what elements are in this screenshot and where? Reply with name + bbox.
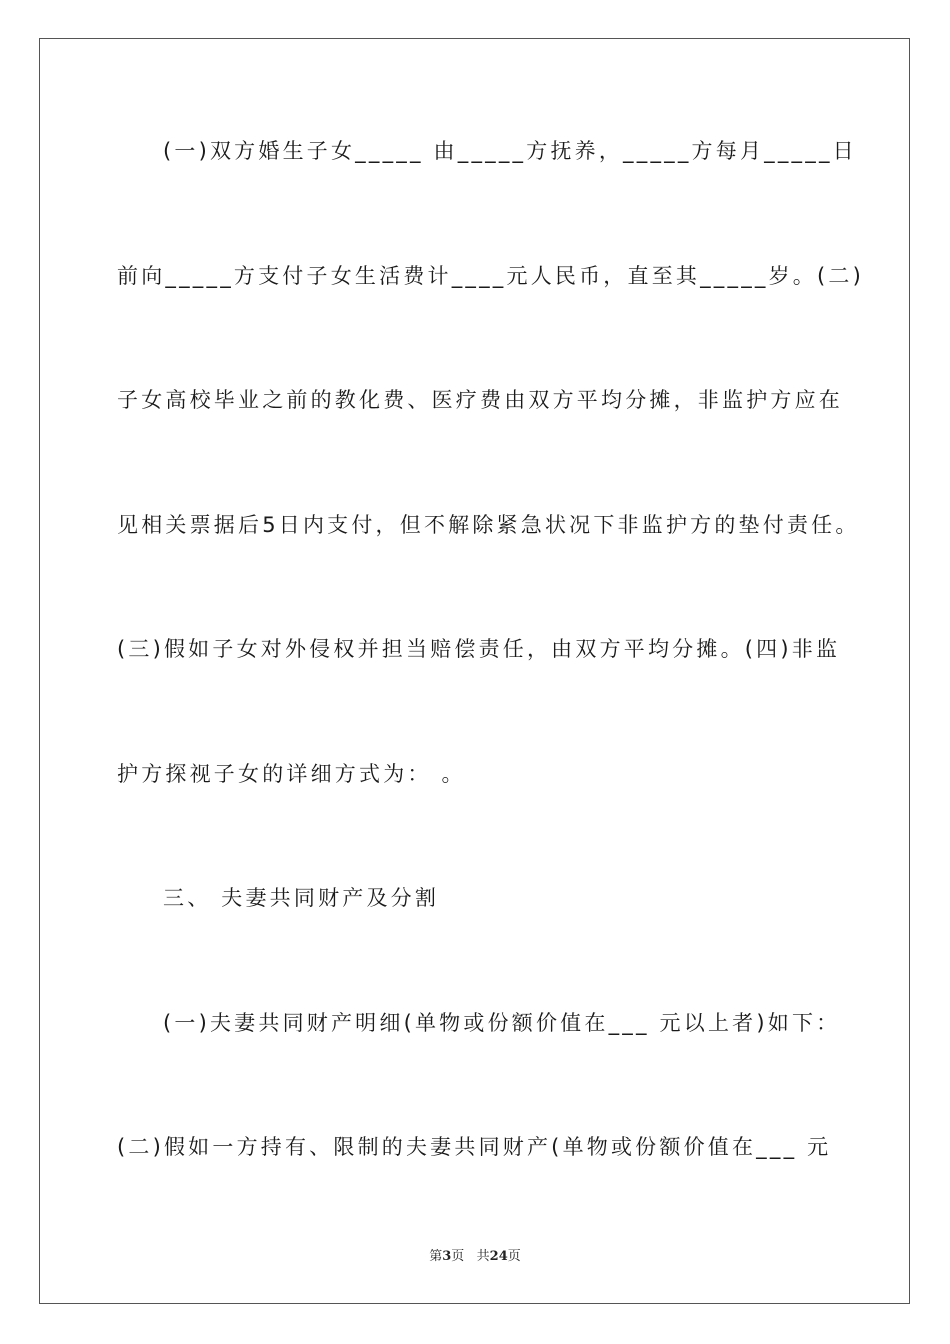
section-heading: 三、 夫妻共同财产及分割 <box>163 886 440 910</box>
footer-middle: 页 共 <box>451 1249 490 1264</box>
footer-prefix: 第 <box>429 1249 443 1264</box>
paragraph-line-1: (一)双方婚生子女_____ 由_____方抚养，_____方每月_____日 <box>163 139 857 163</box>
paragraph-line-2: 前向_____方支付子女生活费计____元人民币，直至其_____岁。(二) <box>117 264 864 288</box>
paragraph-line-3: 子女高校毕业之前的教化费、医疗费由双方平均分摊，非监护方应在 <box>117 388 843 412</box>
footer-total-pages: 24 <box>489 1249 508 1264</box>
paragraph-line-9: (二)假如一方持有、限制的夫妻共同财产(单物或份额价值在___ 元 <box>117 1135 832 1159</box>
paragraph-line-4: 见相关票据后5日内支付，但不解除紧急状况下非监护方的垫付责任。 <box>117 513 860 537</box>
paragraph-line-5: (三)假如子女对外侵权并担当赔偿责任，由双方平均分摊。(四)非监 <box>117 637 841 661</box>
page-footer <box>0 1248 950 1266</box>
footer-current-page: 3 <box>442 1249 452 1264</box>
paragraph-line-6: 护方探视子女的详细方式为： 。 <box>117 762 466 786</box>
paragraph-line-8: (一)夫妻共同财产明细(单物或份额价值在___ 元以上者)如下： <box>163 1011 841 1035</box>
footer-suffix: 页 <box>507 1249 521 1264</box>
page-frame <box>39 38 910 1304</box>
